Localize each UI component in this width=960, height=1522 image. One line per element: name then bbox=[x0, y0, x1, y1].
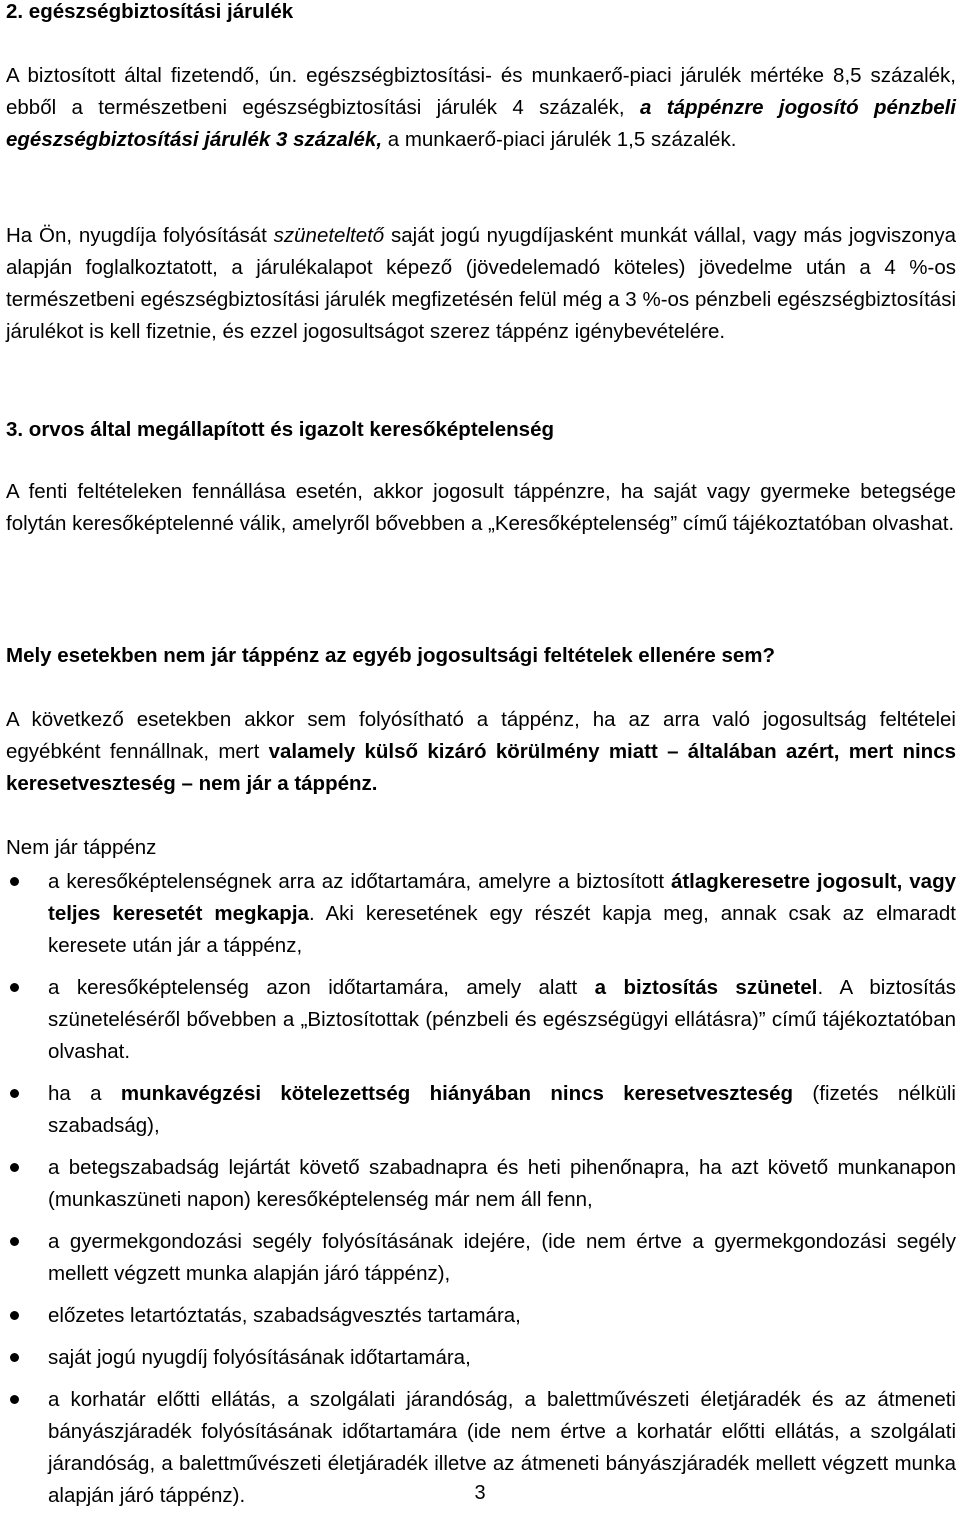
text-run: . A biztosítás szüneteléséről bővebben a „Biztosítottak (pénzbeli és egészségügyi ellátásra)” című tájékoztatóban olvashat. bbox=[48, 976, 957, 1063]
bullet-icon bbox=[10, 877, 19, 886]
text-run-bold: valamely külső kizáró körülmény miatt – általában azért, mert nincs keresetveszteség – nem jár a táppénz. bbox=[6, 740, 956, 795]
text-run-emphasis: a táppénzre jogosító pénzbeli egészségbiztosítási járulék 3 százalék, bbox=[6, 96, 957, 151]
text-run-bold: átlagkeresetre jogosult, vagy teljes keresetét megkapja bbox=[48, 870, 956, 925]
not-due-heading: Nem jár táppénz bbox=[6, 836, 157, 859]
bullet-icon bbox=[10, 1311, 19, 1320]
text-run: a keresőképtelenségnek arra az időtartamára, amelyre a biztosított bbox=[48, 870, 671, 893]
text-run: a betegszabadság lejártát követő szabadnapra és heti pihenőnapra, ha azt követő munkanapon (munkaszüneti napon) keresőképtelenség már nem áll fenn, bbox=[48, 1156, 956, 1211]
list-item bbox=[6, 972, 956, 1068]
list-item bbox=[6, 866, 956, 962]
bullet-icon bbox=[10, 1237, 19, 1246]
text-run: ha a bbox=[48, 1082, 121, 1105]
text-run: . Aki keresetének egy részét kapja meg, annak csak az elmaradt keresete után jár a táppénz, bbox=[48, 902, 956, 957]
section-3-paragraph-1: A fenti feltételeken fennállása esetén, akkor jogosult táppénzre, ha saját vagy gyermeke betegsége folytán keresőképtelenné válik, amelyről bővebben a „Keresőképtelenség” című tájékoztatóban olvashat. bbox=[6, 480, 956, 535]
text-run: saját jogú nyugdíj folyósításának időtartamára, bbox=[48, 1346, 471, 1369]
section-2-heading: 2. egészségbiztosítási járulék bbox=[6, 0, 294, 23]
bullet-icon bbox=[10, 1163, 19, 1172]
text-run: a gyermekgondozási segély folyósításának idejére, (ide nem értve a gyermekgondozási segély mellett végzett munka alapján járó táppénz), bbox=[48, 1230, 956, 1285]
list-item bbox=[6, 1226, 956, 1290]
text-run-bold: a biztosítás szünetel bbox=[594, 976, 818, 999]
bullet-icon bbox=[10, 983, 19, 992]
text-run-italic: szüneteltető bbox=[273, 224, 385, 247]
text-run: Ha Ön, nyugdíja folyósítását bbox=[6, 224, 274, 247]
text-run: a keresőképtelenség azon időtartamára, amely alatt bbox=[48, 976, 595, 999]
text-run: saját jogú nyugdíjasként munkát vállal, vagy más jogviszonya alapján foglalkoztatott, a járulékalapot képező (jövedelemadó köteles) jövedelme után a 4 %-os természetbeni egészségbiztosítási járulék megfizetésén felül még a 3 %-os pénzbeli egészségbiztosítási járulékot is kell fizetnie, és ezzel jogosultságot szerez táppénz igénybevételére. bbox=[6, 224, 956, 343]
text-run: (fizetés nélküli szabadság), bbox=[48, 1082, 956, 1137]
section-2-paragraph-1 bbox=[6, 60, 956, 156]
text-run-bold: munkavégzési kötelezettség hiányában nincs keresetveszteség bbox=[120, 1082, 794, 1105]
question-paragraph-1 bbox=[6, 704, 956, 800]
not-due-list-container bbox=[6, 866, 956, 1522]
list-item bbox=[6, 1152, 956, 1216]
list-item bbox=[6, 1300, 956, 1332]
section-3-heading: 3. orvos által megállapított és igazolt keresőképtelenség bbox=[6, 418, 554, 441]
section-2-paragraph-2 bbox=[6, 220, 956, 348]
bullet-icon bbox=[10, 1353, 19, 1362]
page-number: 3 bbox=[474, 1482, 486, 1504]
question-heading: Mely esetekben nem jár táppénz az egyéb jogosultsági feltételek ellenére sem? bbox=[6, 644, 776, 667]
bullet-icon bbox=[10, 1089, 19, 1098]
text-run: a korhatár előtti ellátás, a szolgálati járandóság, a balettművészeti életjáradék és az átmeneti bányászjáradék folyósításának időtartamára (ide nem értve a korhatár előtti ellátás, a szolgálati járandóság, a balettművészeti életjáradék illetve az átmeneti bányászjáradék mellett végzett munka alapján járó táppénz). bbox=[48, 1388, 956, 1507]
text-run: A biztosított által fizetendő, ún. egészségbiztosítási- és munkaerő-piaci járulék mértéke 8,5 százalék, ebből a természetbeni egészségbiztosítási járulék 4 százalék, bbox=[6, 64, 956, 119]
list-item bbox=[6, 1078, 956, 1142]
text-run: A következő esetekben akkor sem folyósítható a táppénz, ha az arra való jogosultság feltételei egyébként fennállnak, mert bbox=[6, 708, 956, 763]
not-due-list bbox=[6, 866, 956, 1512]
text-run: a munkaerő-piaci járulék 1,5 százalék. bbox=[382, 128, 737, 151]
list-item bbox=[6, 1342, 956, 1374]
text-run: előzetes letartóztatás, szabadságvesztés tartamára, bbox=[48, 1304, 521, 1327]
bullet-icon bbox=[10, 1395, 19, 1404]
